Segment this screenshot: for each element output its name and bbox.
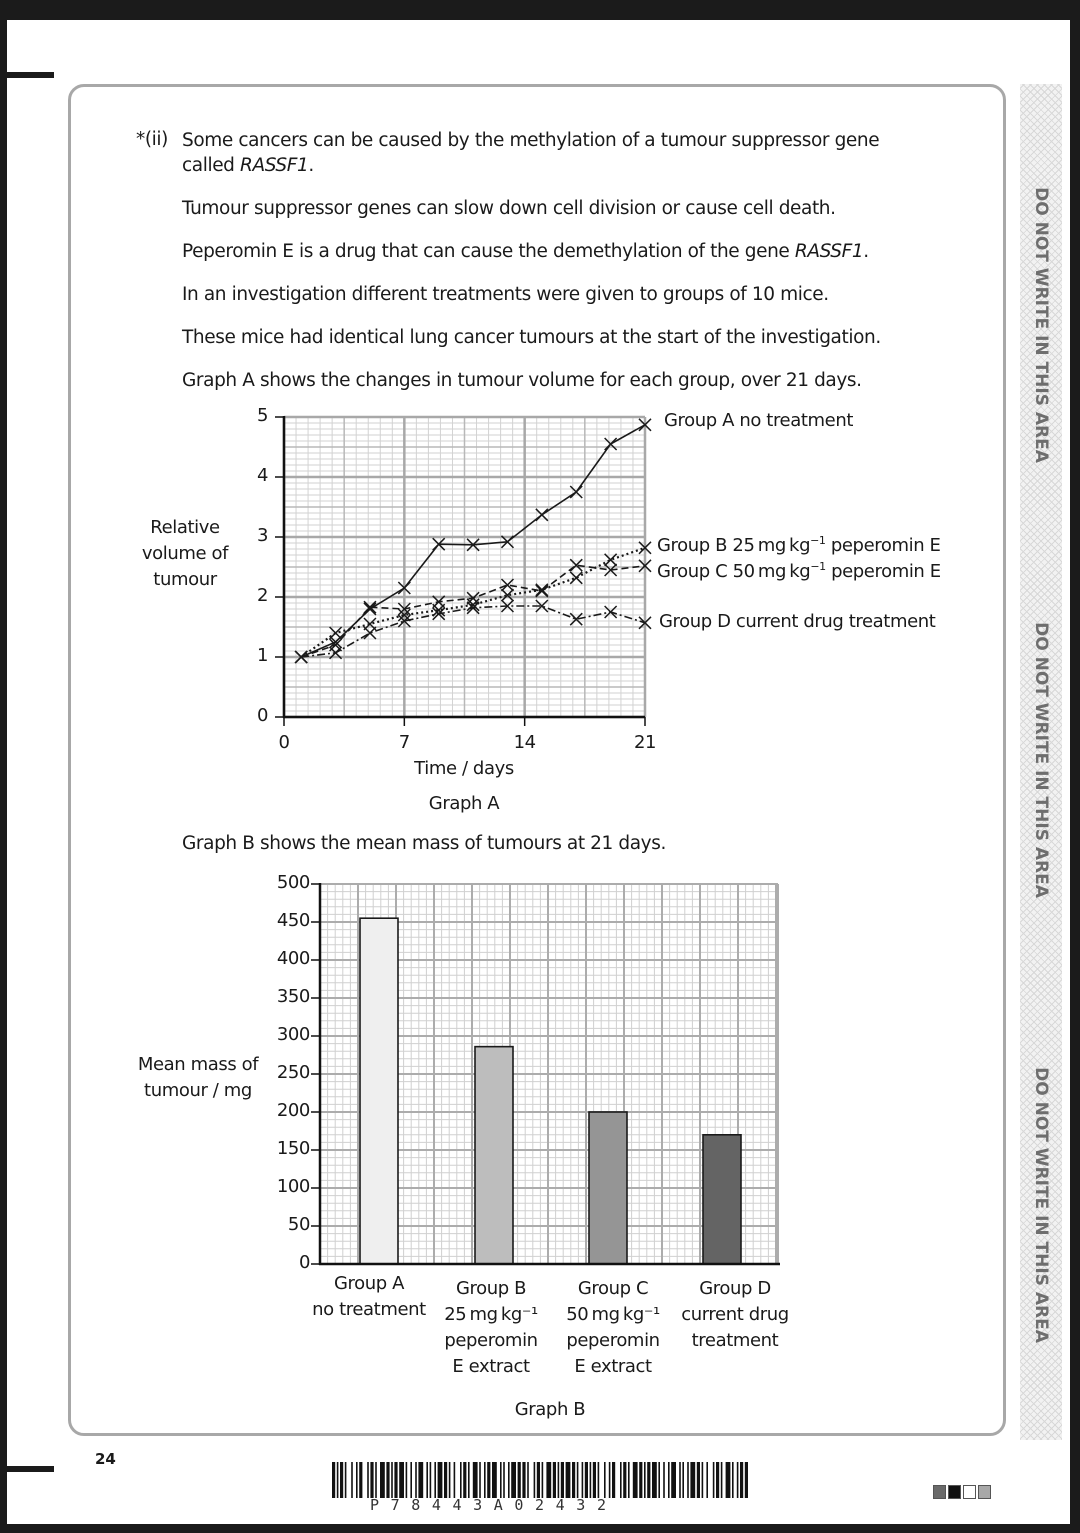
tick-label: 150 bbox=[276, 1138, 310, 1159]
print-swatch-white bbox=[963, 1485, 976, 1499]
tick-label: 350 bbox=[276, 986, 310, 1007]
tick-label: 0 bbox=[256, 705, 268, 726]
question-line-2: called RASSF1. bbox=[182, 155, 314, 176]
graph-b-category-a: Group A no treatment bbox=[312, 1273, 426, 1320]
print-swatch-black bbox=[948, 1485, 961, 1499]
tick-label: 250 bbox=[276, 1062, 310, 1083]
tick-label: 200 bbox=[276, 1100, 310, 1121]
tick-label: 400 bbox=[276, 948, 310, 969]
bar bbox=[360, 918, 398, 1264]
question-line-3: Tumour suppressor genes can slow down cell division or cause cell death. bbox=[182, 198, 836, 219]
question-line-4: Peperomin E is a drug that can cause the demethylation of the gene RASSF1. bbox=[182, 241, 869, 262]
barcode-text: P78443A02432 bbox=[370, 1496, 618, 1514]
tick-label: 4 bbox=[256, 465, 268, 486]
legend-group-a: Group A no treatment bbox=[664, 410, 853, 431]
tick-label: 2 bbox=[256, 585, 268, 606]
graph-b-category-c: Group C 50 mg kg⁻¹ peperomin E extract bbox=[566, 1278, 660, 1377]
question-line-1: Some cancers can be caused by the methylation of a tumour suppressor gene bbox=[182, 130, 880, 151]
tick-label: 0 bbox=[298, 1252, 310, 1273]
tick-label: 21 bbox=[633, 732, 657, 753]
barcode bbox=[332, 1462, 748, 1498]
tick-label: 50 bbox=[287, 1214, 310, 1235]
graph-b-intro: Graph B shows the mean mass of tumours at 21 days. bbox=[182, 833, 666, 854]
tick-label: 500 bbox=[276, 872, 310, 893]
graph-b-title: Graph B bbox=[514, 1399, 586, 1420]
graph-a-ylabel: Relative volume of tumour bbox=[141, 517, 229, 590]
bar bbox=[703, 1135, 741, 1264]
tick-label: 14 bbox=[513, 732, 536, 753]
graph-b-category-b: Group B 25 mg kg⁻¹ peperomin E extract bbox=[444, 1278, 538, 1377]
bar bbox=[589, 1112, 627, 1264]
print-swatch-light-gray bbox=[978, 1485, 991, 1499]
graph-a-xlabel: Time / days bbox=[414, 758, 514, 779]
question-number: *(ii) bbox=[136, 129, 168, 150]
question-line-7: Graph A shows the changes in tumour volume for each group, over 21 days. bbox=[182, 370, 862, 391]
graph-b-category-d: Group D current drug treatment bbox=[681, 1278, 789, 1351]
bar bbox=[475, 1047, 513, 1264]
legend-group-b: Group B 25 mg $kg^{-1}$ peperomin E bbox=[657, 534, 941, 556]
tick-label: 300 bbox=[276, 1024, 310, 1045]
tick-label: 0 bbox=[278, 732, 290, 753]
tick-label: 1 bbox=[256, 645, 268, 666]
page-number: 24 bbox=[95, 1450, 116, 1468]
tick-label: 3 bbox=[256, 525, 268, 546]
question-line-6: These mice had identical lung cancer tumours at the start of the investigation. bbox=[182, 327, 881, 348]
graph-b-ylabel: Mean mass of tumour / mg bbox=[137, 1054, 259, 1101]
legend-group-c: Group C 50 mg $kg^{-1}$ peperomin E bbox=[657, 560, 941, 582]
tick-label: 100 bbox=[276, 1176, 310, 1197]
graph-a-title: Graph A bbox=[428, 793, 500, 814]
tick-label: 7 bbox=[398, 732, 410, 753]
legend-group-d: Group D current drug treatment bbox=[659, 611, 936, 632]
print-swatch-gray bbox=[933, 1485, 946, 1499]
tick-label: 5 bbox=[256, 405, 268, 426]
tick-label: 450 bbox=[276, 910, 310, 931]
question-line-5: In an investigation different treatments were given to groups of 10 mice. bbox=[182, 284, 829, 305]
